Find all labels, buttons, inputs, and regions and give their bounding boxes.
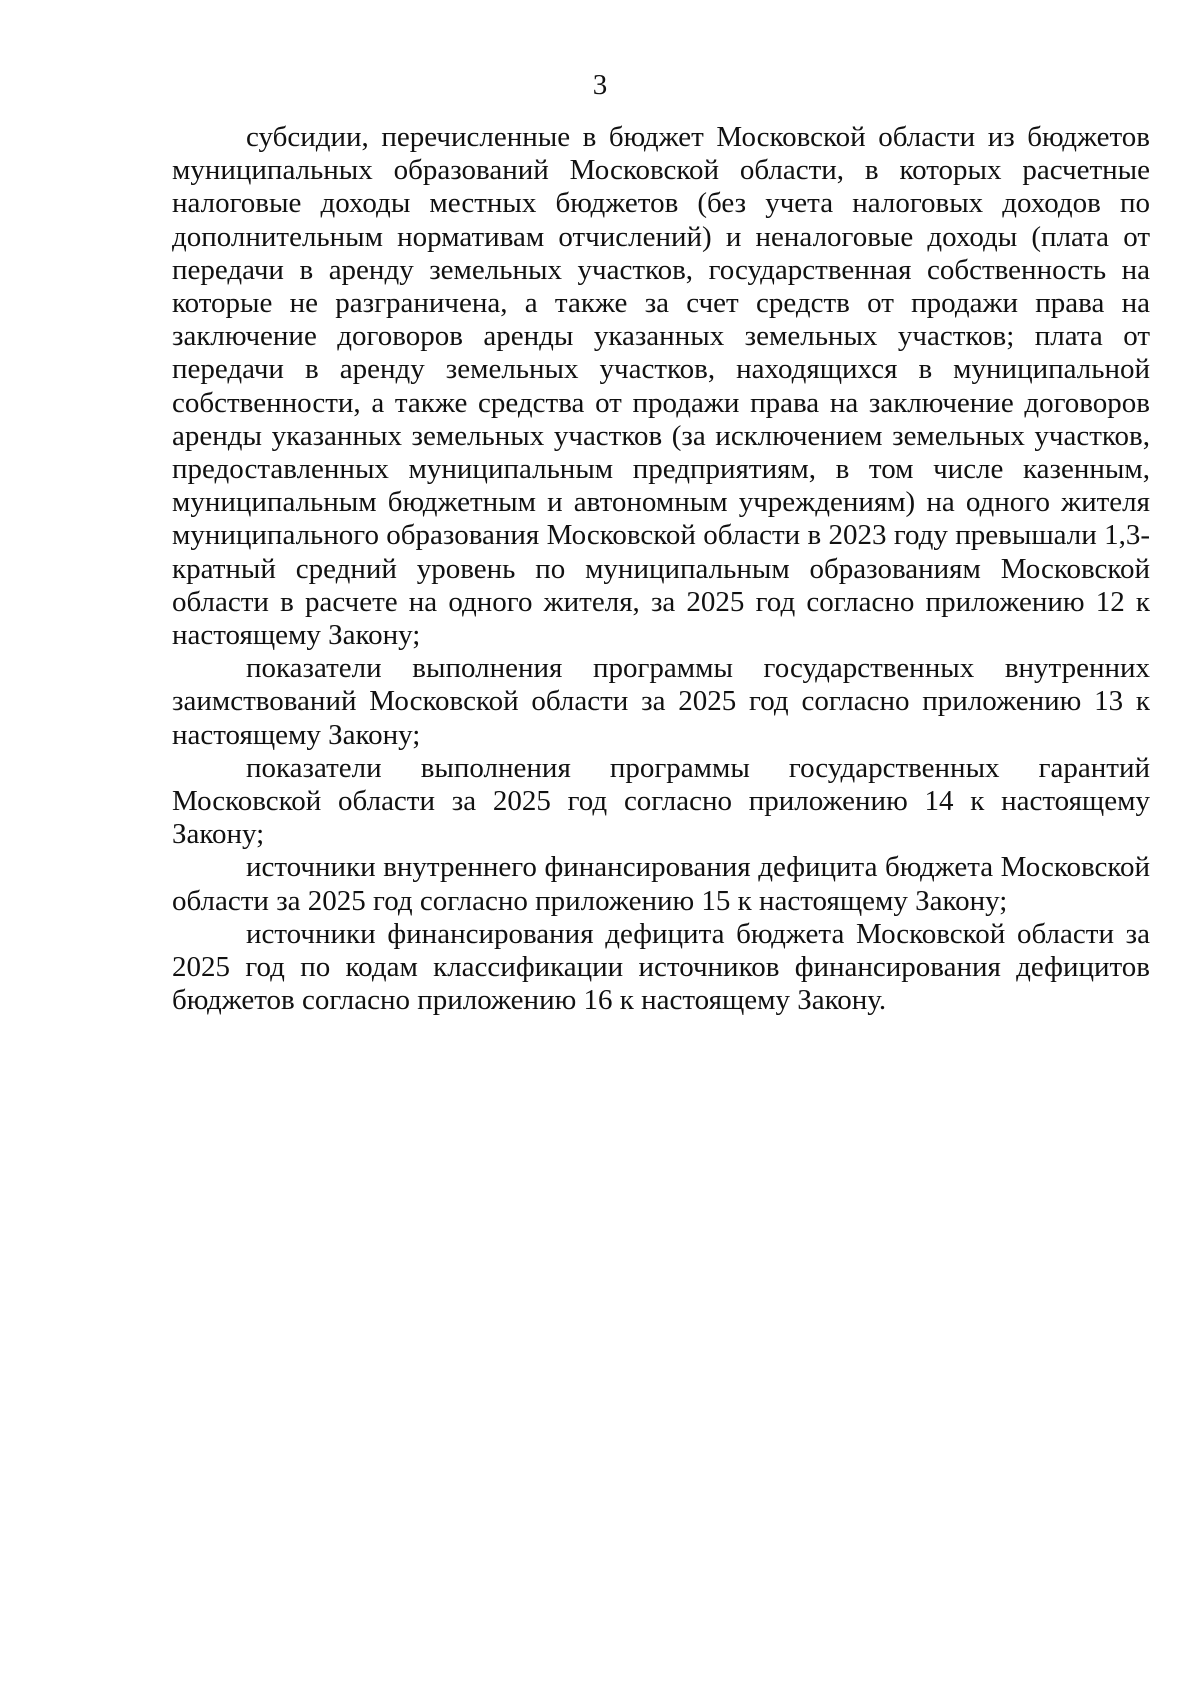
paragraph-internal-financing-sources: источники внутреннего финансирования дефицита бюджета Московской области за 2025 год согласно приложению 15 к настоящему Закону; xyxy=(172,851,1150,917)
document-body xyxy=(172,121,1150,1017)
paragraph-guarantees: показатели выполнения программы государственных гарантий Московской области за 2025 год согласно приложению 14 к настоящему Закону; xyxy=(172,751,1150,851)
paragraph-subsidies: субсидии, перечисленные в бюджет Московской области из бюджетов муниципальных образований Московской области, в которых расчетные налоговые доходы местных бюджетов (без учета налоговых доходов по дополнительным нормативам отчислений) и неналоговые доходы (плата от передачи в аренду земельных участков, государственная собственность на которые не разграничена, а также за счет средств от продажи права на заключение договоров аренды указанных земельных участков; плата от передачи в аренду земельных участков, находящихся в муниципальной собственности, а также средства от продажи права на заключение договоров аренды указанных земельных участков (за исключением земельных участков, предоставленных муниципальным предприятиям, в том числе казенным, муниципальным бюджетным и автономным учреждениям) на одного жителя муниципального образования Московской области в 2023 году превышали 1,3-кратный средний уровень по муниципальным образованиям Московской области в расчете на одного жителя, за 2025 год согласно приложению 12 к настоящему Закону; xyxy=(172,121,1150,652)
page-number: 3 xyxy=(592,69,608,101)
paragraph-borrowings: показатели выполнения программы государственных внутренних заимствований Московской области за 2025 год согласно приложению 13 к настоящему Закону; xyxy=(172,652,1150,751)
paragraph-financing-sources-by-codes: источники финансирования дефицита бюджета Московской области за 2025 год по кодам классификации источников финансирования дефицитов бюджетов согласно приложению 16 к настоящему Закону. xyxy=(172,917,1150,1017)
